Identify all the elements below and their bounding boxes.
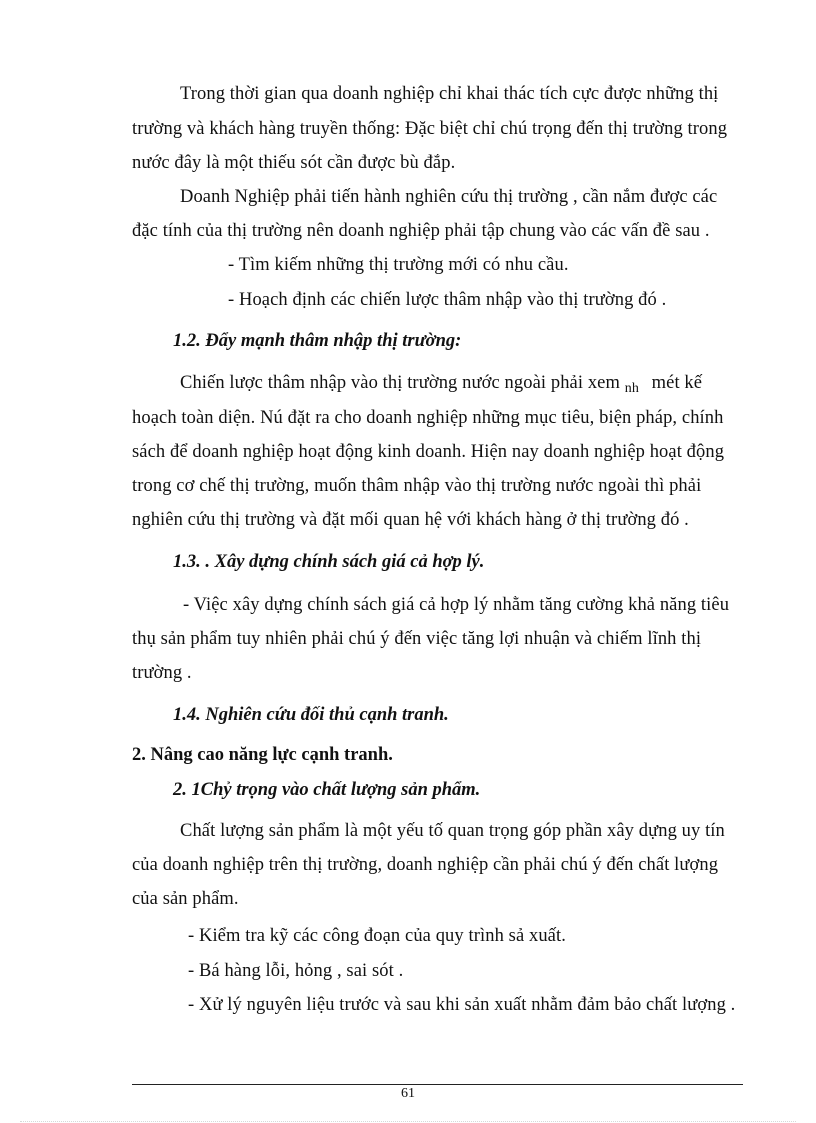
paragraph-1-line-1: Trong thời gian qua doanh nghiệp chỉ khai thác tích cực được những thị — [180, 84, 719, 104]
heading-2-1: 2. 1Chỷ trọng vào chất lượng sản phẩm. — [173, 780, 481, 800]
paragraph-3-text-before: Chiến lược thâm nhập vào thị trường nước ngoài phải xem — [180, 373, 620, 393]
paragraph-5-line-2: của doanh nghiệp trên thị trường, doanh nghiệp cần phải chú ý đến chất lượng — [132, 855, 719, 875]
bullet-item: - Kiểm tra kỹ các công đoạn của quy trình sả xuất. — [188, 926, 566, 946]
bullet-item: - Hoạch định các chiến lược thâm nhập vào thị trường đó . — [228, 290, 667, 310]
paragraph-3-line-3: sách để doanh nghiệp hoạt động kinh doanh. Hiện nay doanh nghiệp hoạt động — [132, 442, 725, 462]
page-number: 61 — [401, 1086, 415, 1101]
page-bottom-dotted-border — [20, 1121, 796, 1122]
paragraph-4-line-2: thụ sản phẩm tuy nhiên phải chú ý đến việc tăng lợi nhuận và chiếm lĩnh thị — [132, 629, 702, 649]
paragraph-4-line-1: - Việc xây dựng chính sách giá cả hợp lý nhằm tăng cường khả năng tiêu — [183, 595, 730, 615]
paragraph-5-line-1: Chất lượng sản phẩm là một yếu tố quan trọng góp phần xây dựng uy tín — [180, 821, 725, 841]
paragraph-2-line-1: Doanh Nghiệp phải tiến hành nghiên cứu thị trường , cần nắm được các — [180, 187, 718, 207]
heading-1-4: 1.4. Nghiên cứu đối thủ cạnh tranh. — [173, 705, 449, 725]
heading-1-2: 1.2. Đẩy mạnh thâm nhập thị trường: — [173, 331, 462, 351]
paragraph-4-line-3: trường . — [132, 663, 192, 683]
paragraph-1-line-3: nước đây là một thiếu sót cần được bù đắp. — [132, 153, 456, 173]
paragraph-3-line-1 — [180, 371, 702, 397]
paragraph-3-text-after: mét kế — [651, 373, 703, 393]
paragraph-3-line-4: trong cơ chế thị trường, muốn thâm nhập vào thị trường nước ngoài thì phải — [132, 476, 702, 496]
paragraph-2-line-2: đặc tính của thị trường nên doanh nghiệp phải tập chung vào các vấn đề sau . — [132, 221, 710, 241]
paragraph-3-line-2: hoạch toàn diện. Nú đặt ra cho doanh nghiệp những mục tiêu, biện pháp, chính — [132, 408, 724, 428]
paragraph-3-subscript: nh — [624, 381, 639, 396]
heading-2: 2. Nâng cao năng lực cạnh tranh. — [132, 745, 393, 765]
paragraph-3-line-5: nghiên cứu thị trường và đặt mối quan hệ với khách hàng ở thị trường đó . — [132, 510, 689, 530]
bullet-item: - Tìm kiếm những thị trường mới có nhu cầu. — [228, 255, 569, 275]
bullet-item: - Bá hàng lỗi, hỏng , sai sót . — [188, 961, 404, 981]
paragraph-1-line-2: trường và khách hàng truyền thống: Đặc biệt chỉ chú trọng đến thị trường trong — [132, 119, 728, 139]
paragraph-5-line-3: của sản phẩm. — [132, 889, 239, 909]
heading-1-3: 1.3. . Xây dựng chính sách giá cả hợp lý. — [173, 552, 485, 572]
bullet-item: - Xử lý nguyên liệu trước và sau khi sản xuất nhằm đảm bảo chất lượng . — [188, 995, 736, 1015]
